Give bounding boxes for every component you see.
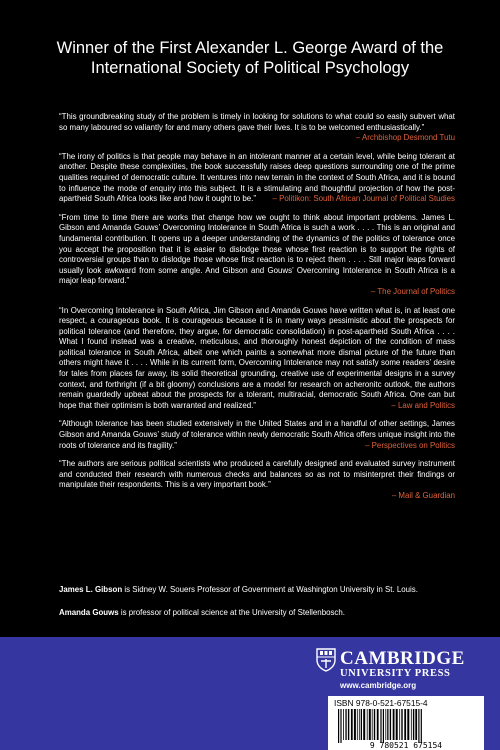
review-politikon	[59, 152, 455, 205]
barcode-bar	[383, 709, 384, 743]
publisher-press: UNIVERSITY PRESS	[340, 668, 451, 679]
review-perspectives-on-politics	[59, 419, 455, 451]
barcode-bar	[407, 709, 409, 740]
award-line-1: Winner of the First Alexander L. George Award of the	[56, 39, 444, 57]
award-heading	[0, 38, 500, 78]
barcode-bar	[393, 709, 395, 740]
barcode-bar	[357, 709, 358, 740]
publisher-name: CAMBRIDGE	[340, 648, 465, 669]
barcode-bar	[413, 709, 414, 740]
review-text: “From time to time there are works that change how we ought to think about important problems. James L. Gibson and Amanda Gouws’ Overcoming Intolerance in South Africa is such a work . . . . This is an original and fundamental contribution. It opens up a deeper understanding of the dynamics of the politics of tolerance once you accept the proposition that it is easier to dislodge those whose first reaction is to support the rights of controversial groups than to dislodge those whose first reaction is to reject them . . . . Still major leaps forward usually look awkward from some angle. And Gibson and Gouws’ Overcoming Intolerance in South Africa is a major leap forward.”	[59, 212, 455, 286]
review-tutu	[59, 112, 455, 144]
author-bio-gouws	[59, 608, 479, 618]
barcode-bar	[421, 709, 422, 743]
barcode-bar	[377, 709, 379, 740]
barcode-bar	[415, 709, 417, 740]
barcode-bar	[374, 709, 375, 740]
barcode-bar	[359, 709, 360, 740]
author-name: James L. Gibson	[59, 585, 123, 594]
author-bios	[59, 585, 479, 631]
author-bio-text: is professor of political science at the University of Stellenbosch.	[118, 608, 345, 617]
review-attribution: – The Journal of Politics	[370, 286, 455, 296]
barcode-bar	[351, 709, 353, 740]
barcode-bar	[396, 709, 398, 740]
publisher-website[interactable]: www.cambridge.org	[340, 681, 417, 690]
barcode-bar	[401, 709, 402, 740]
review-text: “The irony of politics is that people may behave in an intolerant manner at a certain level, while being tolerant at another. Despite these complexities, the book successfully raises deep questions surrounding one of the prime qualities required of democratic culture. It ventures into new terrain in the context of South Africa, and it is bound to influence the mode of enquiry into this subject. It is a stimulating and thoughtful projection of how the post-apartheid South Africa looks like and how it ought to be.”	[59, 151, 455, 204]
review-text: “In Overcoming Intolerance in South Africa, Jim Gibson and Amanda Gouws have written what is, in at least one respect, a courageous book. It is courageous because it is in many ways pessimistic about the prospects for political tolerance (and therefore, they argue, for democratic consolidation) in post-apartheid South Africa . . . . What I found instead was a creative, meticulous, and thoroughly honest depiction of the condition of mass political tolerance in South Africa, albeit one which paints a somewhat more dismal picture of the future than others might have it . . . . While in its current form, Overcoming Intolerance may not satisfy some readers’ desire for tales from places far away, its solid theoretical grounding, creative use of experimental designs in a survey context, and forthright (if a bit gloomy) conclusions are a model for research on acheronitc outlook, the authors remain guardedly upbeat about the prospects for a tolerant, multiracial, democratic South Africa. One can but hope that their optimism is both warranted and realized.”	[59, 305, 455, 410]
publisher-logo	[316, 648, 486, 678]
barcode-bar	[343, 709, 344, 740]
barcode-bar	[385, 709, 386, 740]
review-attribution: – Perspectives on Politics	[365, 440, 455, 450]
cambridge-shield-icon	[316, 648, 336, 672]
barcode-bar	[340, 709, 341, 743]
reviews-section	[59, 112, 455, 502]
review-law-and-politics	[59, 306, 455, 412]
award-line-2: International Society of Political Psychology	[90, 59, 410, 77]
review-attribution: – Mail & Guardian	[391, 491, 455, 500]
author-name: Amanda Gouws	[59, 608, 119, 617]
barcode-bar	[418, 709, 419, 743]
review-mail-and-guardian	[59, 459, 455, 501]
barcode-bar	[399, 709, 400, 740]
review-journal-of-politics	[59, 213, 455, 298]
barcode-digits: 9 780521 675154	[369, 741, 443, 750]
barcode-bar	[367, 709, 368, 740]
barcode-bar	[372, 709, 373, 740]
barcode-graphic	[328, 696, 484, 750]
barcode-bar	[387, 709, 388, 740]
review-attribution: – Politikon: South African Journal of Political Studies	[272, 194, 455, 204]
review-text: “This groundbreaking study of the problem is timely in looking for solutions to what could so easily subvert what so many laboured so valiantly for and many others gave their lives. It is to be welcomed enthusiastically.”	[59, 112, 455, 132]
barcode-bar	[369, 709, 371, 740]
barcode-bar	[348, 709, 349, 740]
barcode-bar	[338, 709, 339, 743]
barcode-bar	[361, 709, 362, 740]
barcode-bar	[380, 709, 381, 743]
barcode-bar	[345, 709, 346, 740]
author-bio-gibson	[59, 585, 479, 595]
isbn-label: ISBN 978-0-521-67515-4	[334, 698, 428, 708]
review-text: “The authors are serious political scientists who produced a carefully designed and evaluated survey instrument and conducted their research with numerous checks and balances so as not to misinterpret their findings or manipulate their respondents. This is a very important book.”	[59, 459, 455, 490]
review-attribution: – Law and Politics	[391, 400, 455, 410]
review-attribution: – Archbishop Desmond Tutu	[355, 133, 455, 143]
barcode-bar	[390, 709, 391, 740]
barcode-bar	[363, 709, 365, 740]
barcode-bar	[354, 709, 356, 740]
barcode	[328, 696, 484, 750]
barcode-bar	[411, 709, 412, 740]
barcode-bar	[404, 709, 406, 740]
author-bio-text: is Sidney W. Souers Professor of Government at Washington University in St. Louis.	[122, 585, 418, 594]
review-text: “Although tolerance has been studied extensively in the United States and in a handful of other settings, James Gibson and Amanda Gouws’ study of tolerance within newly democratic South Africa offers unique insight into the roots of tolerance and its fragility.”	[59, 419, 455, 450]
